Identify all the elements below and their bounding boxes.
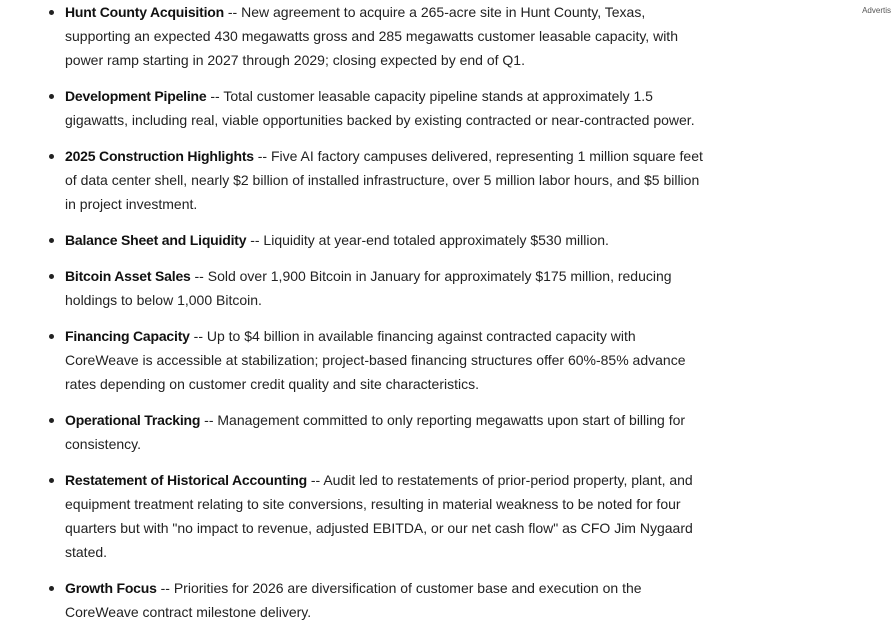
bullet-separator: -- xyxy=(206,88,224,104)
bullet-separator: -- xyxy=(306,472,324,488)
list-item xyxy=(0,144,720,216)
bullet-icon xyxy=(49,94,54,99)
bullet-separator: -- xyxy=(189,328,207,344)
bullet-text: Total customer leasable capacity pipeline stands at approximately 1.5 gigawatts, including real, viable opportunities backed by existing contracted or near-contracted power. xyxy=(65,88,695,128)
bullet-title: Growth Focus xyxy=(65,580,157,596)
bullet-title: Bitcoin Asset Sales xyxy=(65,268,191,284)
list-item xyxy=(0,264,720,312)
bullet-title: Development Pipeline xyxy=(65,88,207,104)
bullet-title: Hunt County Acquisition xyxy=(65,4,224,20)
bullet-icon xyxy=(49,418,54,423)
bullet-separator: -- xyxy=(200,412,218,428)
list-item xyxy=(0,576,720,624)
bullet-text: Priorities for 2026 are diversification of customer base and execution on the CoreWeave contract milestone delivery. xyxy=(65,580,642,620)
bullet-title: Financing Capacity xyxy=(65,328,190,344)
bullet-separator: -- xyxy=(156,580,174,596)
bullet-title: 2025 Construction Highlights xyxy=(65,148,254,164)
bullet-text: New agreement to acquire a 265-acre site in Hunt County, Texas, supporting an expected 430 megawatts gross and 285 megawatts customer leasable capacity, with power ramp starting in 2027 through 2029; closing expected by end of Q1. xyxy=(65,4,678,68)
list-item xyxy=(0,0,720,72)
list-item xyxy=(0,84,720,132)
bullet-icon xyxy=(49,154,54,159)
bullet-title: Restatement of Historical Accounting xyxy=(65,472,307,488)
bullet-icon xyxy=(49,10,54,15)
list-item xyxy=(0,408,720,456)
advertisement-label: Advertis xyxy=(862,6,891,15)
list-item xyxy=(0,324,720,396)
bullet-separator: -- xyxy=(190,268,208,284)
bullet-separator: -- xyxy=(246,232,264,248)
bullet-separator: -- xyxy=(253,148,271,164)
list-item xyxy=(0,228,720,252)
bullet-text: Sold over 1,900 Bitcoin in January for approximately $175 million, reducing holdings to below 1,000 Bitcoin. xyxy=(65,268,672,308)
list-item xyxy=(0,468,720,564)
bullet-text: Liquidity at year-end totaled approximately $530 million. xyxy=(263,232,609,248)
bullet-separator: -- xyxy=(223,4,242,20)
bullet-text: Up to $4 billion in available financing against contracted capacity with CoreWeave is accessible at stabilization; project-based financing structures offer 60%-85% advance rates depending on customer credit quality and site characteristics. xyxy=(65,328,686,392)
bullet-title: Balance Sheet and Liquidity xyxy=(65,232,247,248)
bullet-icon xyxy=(49,334,54,339)
bullet-text: Five AI factory campuses delivered, representing 1 million square feet of data center shell, nearly $2 billion of installed infrastructure, over 5 million labor hours, and $5 billion in project investment. xyxy=(65,148,703,212)
bullet-text: Audit led to restatements of prior-period property, plant, and equipment treatment relating to site conversions, resulting in material weakness to be noted for four quarters but with "no impact to revenue, adjusted EBITDA, or our net cash flow" as CFO Jim Nygaard stated. xyxy=(65,472,693,560)
bullet-title: Operational Tracking xyxy=(65,412,201,428)
bullet-icon xyxy=(49,274,54,279)
bullet-text: Management committed to only reporting megawatts upon start of billing for consistency. xyxy=(65,412,686,452)
bullet-icon xyxy=(49,238,54,243)
bullet-icon xyxy=(49,478,54,483)
bullet-icon xyxy=(49,586,54,591)
